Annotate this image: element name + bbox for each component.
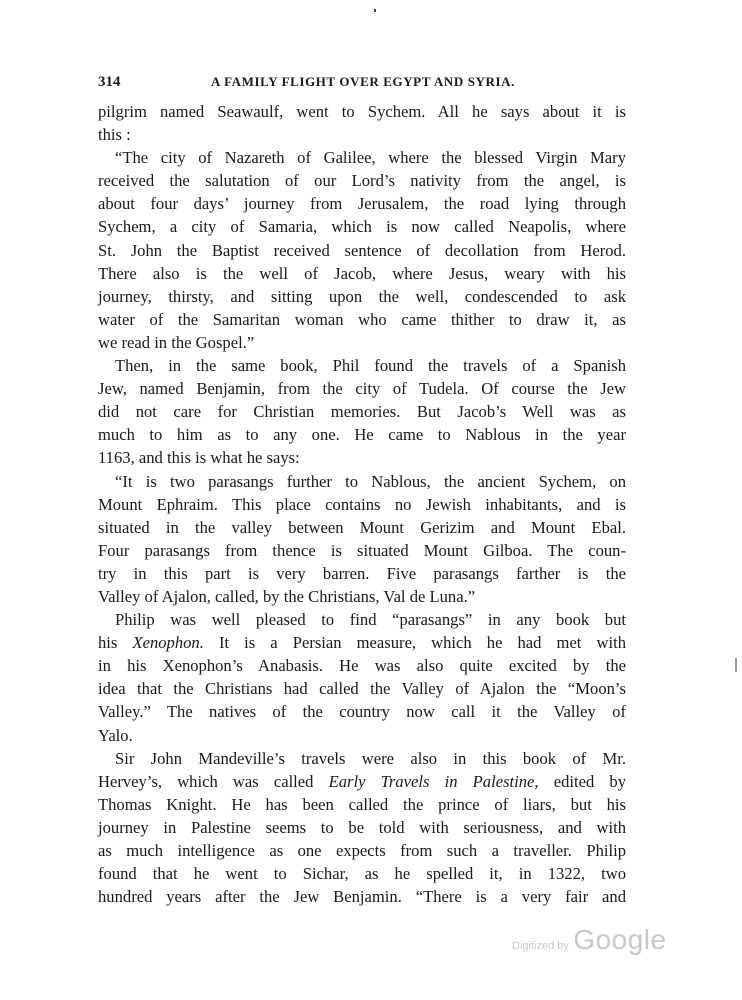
- italic-title: Early Travels in Palestine,: [328, 771, 539, 791]
- text-line: did not care for Christian memories. But Jacob’s Well was as: [98, 402, 626, 422]
- watermark-brand: Google: [573, 924, 667, 955]
- page-number: 314: [98, 74, 121, 90]
- text-line: water of the Samaritan woman who came thither to draw it, as: [98, 309, 626, 329]
- text-line: [98, 631, 626, 654]
- text-line: “The city of Nazareth of Galilee, where the blessed Virgin Mary: [115, 148, 626, 168]
- text-line: Valley of Ajalon, called, by the Christians, Val de Luna.”: [98, 586, 476, 606]
- text-line: hundred years after the Jew Benjamin. “There is a very fair and: [98, 887, 626, 907]
- text-line: Valley.” The natives of the country now call it the Valley of: [98, 702, 626, 722]
- text-fragment: It is a Persian measure, which he had met with: [203, 633, 626, 653]
- text-line: “It is two parasangs further to Nablous, the ancient Sychem, on: [115, 471, 626, 491]
- text-line: [98, 770, 626, 793]
- text-line: as much intelligence as one expects from such a traveller. Philip: [98, 841, 626, 860]
- watermark-prefix: Digitized by: [512, 940, 569, 952]
- page-header: [98, 74, 628, 94]
- text-line: much to him as to any one. He came to Nablous in the year: [98, 425, 626, 445]
- running-head: A FAMILY FLIGHT OVER EGYPT AND SYRIA.: [210, 74, 516, 89]
- text-line: There also is the well of Jacob, where Jesus, weary with his: [98, 263, 626, 283]
- text-line: pilgrim named Seawaulf, went to Sychem. All he says about it is: [98, 102, 626, 121]
- text-line: received the salutation of our Lord’s nativity from the angel, is: [98, 171, 626, 191]
- body-text: [98, 100, 626, 908]
- text-line: journey, thirsty, and sitting upon the well, condescended to ask: [98, 286, 626, 306]
- text-fragment: Hervey’s, which was called: [98, 771, 329, 791]
- text-line: found that he went to Sichar, as he spelled it, in 1322, two: [98, 864, 626, 884]
- text-line: Four parasangs from thence is situated Mount Gilboa. The coun-: [98, 540, 626, 560]
- digitized-watermark: [512, 924, 667, 956]
- italic-title: Xenophon.: [132, 633, 204, 653]
- scan-speck: [374, 9, 376, 12]
- text-line: journey in Palestine seems to be told with seriousness, and with: [98, 817, 626, 837]
- text-line: Sir John Mandeville’s travels were also in this book of Mr.: [115, 748, 626, 768]
- text-line: situated in the valley between Mount Gerizim and Mount Ebal.: [98, 517, 626, 537]
- text-line: in his Xenophon’s Anabasis. He was also quite excited by the: [98, 656, 626, 676]
- text-line: about four days’ journey from Jerusalem, the road lying through: [98, 194, 626, 214]
- text-line: Yalo.: [98, 725, 133, 745]
- text-line: Philip was well pleased to find “parasangs” in any book but: [115, 610, 626, 630]
- text-line: Mount Ephraim. This place contains no Jewish inhabitants, and is: [98, 494, 626, 514]
- text-line: Jew, named Benjamin, from the city of Tudela. Of course the Jew: [98, 379, 626, 399]
- text-line: Sychem, a city of Samaria, which is now called Neapolis, where: [98, 217, 626, 237]
- scan-edge-mark: [735, 658, 737, 672]
- text-fragment: his: [98, 633, 133, 653]
- text-line: this :: [98, 125, 131, 145]
- text-line: Then, in the same book, Phil found the travels of a Spanish: [115, 356, 626, 376]
- text-line: St. John the Baptist received sentence of decollation from Herod.: [98, 240, 626, 260]
- text-fragment: edited by: [538, 771, 626, 791]
- text-line: we read in the Gospel.”: [98, 332, 255, 352]
- text-line: try in this part is very barren. Five parasangs farther is the: [98, 563, 626, 583]
- text-line: Thomas Knight. He has been called the prince of liars, but his: [98, 794, 626, 814]
- text-line: idea that the Christians had called the Valley of Ajalon the “Moon’s: [98, 679, 626, 699]
- text-line: 1163, and this is what he says:: [98, 448, 300, 468]
